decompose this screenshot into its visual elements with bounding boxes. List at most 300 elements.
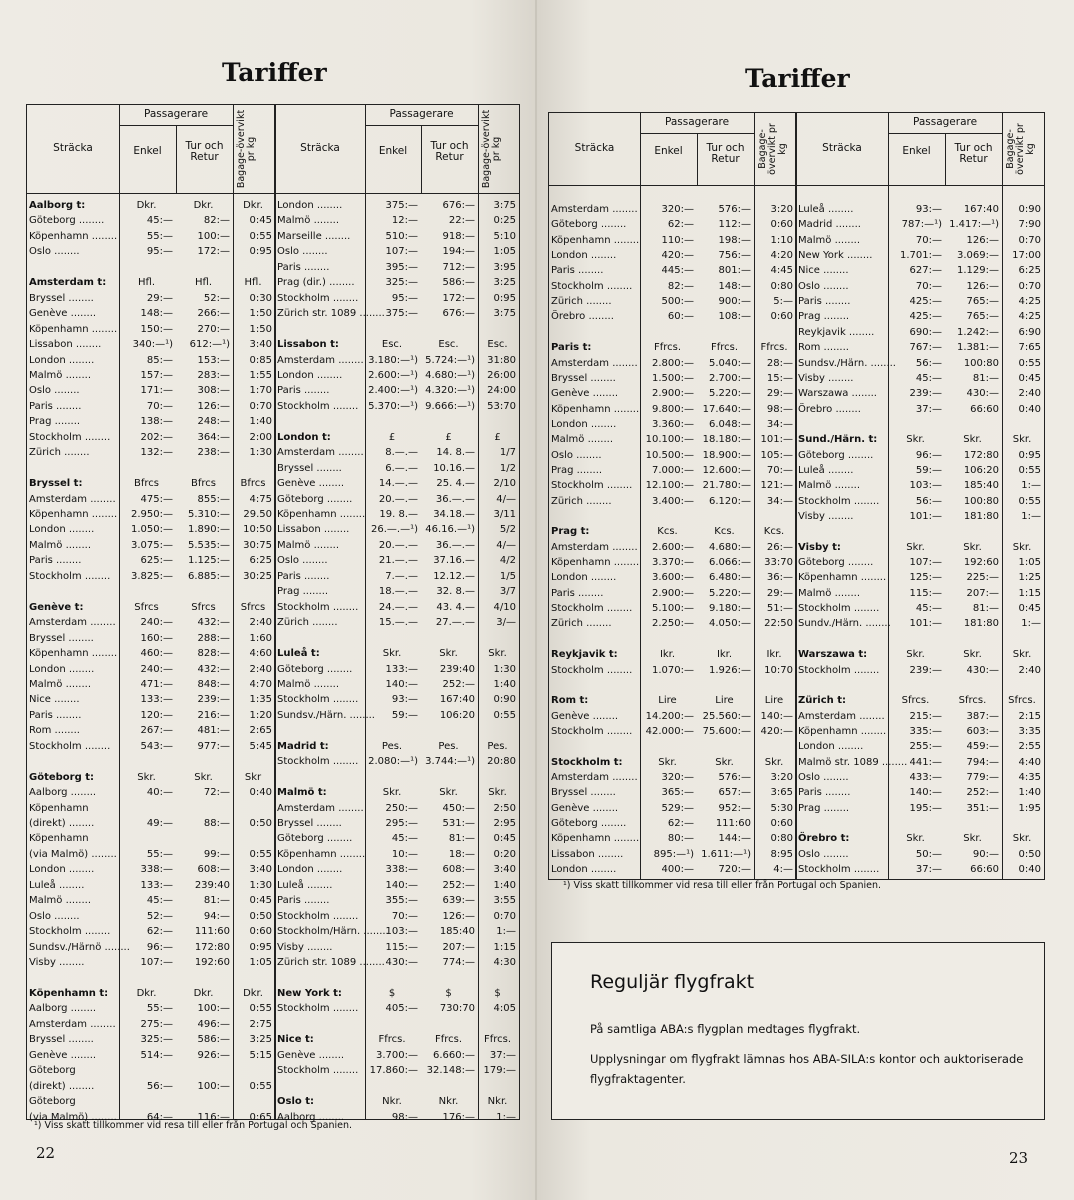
city-cell: (via Malmö) ........ xyxy=(29,848,117,860)
return-fare-cell: 14. 8.— xyxy=(436,447,475,459)
header-passengers: Passagerare xyxy=(143,108,209,120)
baggage-rate-cell: 4/2 xyxy=(499,555,516,567)
single-fare-cell: 133:— xyxy=(385,663,418,675)
single-fare-cell: $ xyxy=(388,987,396,999)
return-fare-cell: 12.600:— xyxy=(702,464,751,476)
city-cell: Luleå ........ xyxy=(277,879,333,891)
return-fare-cell: 238:— xyxy=(197,447,230,459)
return-fare-cell: 1.125:— xyxy=(188,555,230,567)
city-cell: Genève ........ xyxy=(277,1049,345,1061)
header-route: Sträcka xyxy=(574,142,615,154)
return-fare-cell: Pes. xyxy=(438,740,459,752)
single-fare-cell: 14.200:— xyxy=(645,710,694,722)
baggage-rate-cell: 3:55 xyxy=(493,895,516,907)
table-row xyxy=(27,631,275,646)
return-fare-cell: 94:— xyxy=(203,910,230,922)
single-fare-cell: 62:— xyxy=(667,818,694,829)
single-fare-cell: 150:— xyxy=(140,323,173,335)
return-fare-cell: 72:— xyxy=(203,787,230,799)
city-cell: Amsterdam ........ xyxy=(29,1018,116,1030)
city-cell: Aalborg ........ xyxy=(277,1111,345,1123)
city-cell: Amsterdam ........ xyxy=(277,447,364,459)
baggage-rate-cell: Hfl. xyxy=(244,277,262,289)
baggage-rate-cell: 2/10 xyxy=(493,478,516,490)
baggage-rate-cell: 0:40 xyxy=(249,787,272,799)
single-fare-cell: 295:— xyxy=(385,818,418,829)
baggage-rate-cell: 37:— xyxy=(489,1049,516,1061)
city-cell: Zürich str. 1089 ........ xyxy=(277,957,385,969)
single-fare-cell: 20.—.— xyxy=(378,539,418,551)
baggage-rate-cell: 36:— xyxy=(766,572,793,584)
return-fare-cell: Skr. xyxy=(963,833,982,845)
single-fare-cell: 320:— xyxy=(661,771,694,783)
city-cell: Amsterdam ........ xyxy=(277,354,364,366)
header-return: Tur och Retur xyxy=(954,142,993,165)
section-heading-row xyxy=(549,524,796,539)
table-row xyxy=(27,553,275,568)
table-row xyxy=(549,601,796,616)
city-cell: Zürich ........ xyxy=(29,447,90,459)
single-fare-cell: 405:— xyxy=(385,1003,418,1015)
return-fare-cell: 765:— xyxy=(966,311,999,323)
return-fare-cell: 32.148:— xyxy=(426,1065,475,1077)
tariff-table-left-b xyxy=(274,104,520,1123)
baggage-rate-cell: Ffrcs. xyxy=(483,1034,512,1046)
single-fare-cell: 338:— xyxy=(385,864,418,876)
single-fare-cell: 267:— xyxy=(140,725,173,737)
header-return: Tur och Retur xyxy=(185,140,224,163)
baggage-rate-cell: 0:55 xyxy=(249,1080,272,1092)
return-fare-cell: 496:— xyxy=(197,1018,230,1030)
city-cell: Köpenhamn ........ xyxy=(551,833,640,845)
baggage-rate-cell: 10:50 xyxy=(243,524,272,536)
baggage-rate-cell: 7:90 xyxy=(1018,219,1041,231)
return-fare-cell: Skr. xyxy=(963,434,982,446)
city-cell: Bryssel ........ xyxy=(551,787,616,799)
header-single: Enkel xyxy=(654,145,683,157)
city-cell: Oslo ........ xyxy=(29,910,80,922)
table-row xyxy=(796,386,1044,401)
table-row xyxy=(549,432,796,447)
city-cell: Lissabon ........ xyxy=(277,524,350,536)
city-cell: Luleå ........ xyxy=(798,464,854,476)
city-cell: Malmö ........ xyxy=(29,678,92,690)
return-fare-cell: 111:60 xyxy=(715,818,751,829)
return-fare-cell: 6.120:— xyxy=(709,495,751,507)
spacer-row xyxy=(275,770,519,785)
baggage-rate-cell: Skr xyxy=(244,771,262,783)
return-fare-cell: 459:— xyxy=(966,741,999,753)
table-row xyxy=(796,233,1044,248)
city-cell: Köpenhamn ........ xyxy=(798,725,887,737)
baggage-rate-cell: 1:55 xyxy=(249,369,272,381)
baggage-rate-cell: 420:— xyxy=(760,725,793,737)
baggage-rate-cell: 1:40 xyxy=(1018,787,1041,799)
single-fare-cell: Sfrcs xyxy=(134,601,159,613)
return-fare-cell: 6.660:— xyxy=(433,1049,475,1061)
city-cell: Prag t: xyxy=(551,526,590,538)
header-route: Sträcka xyxy=(300,142,340,154)
table-row xyxy=(796,463,1044,478)
spacer-row xyxy=(796,816,1044,831)
city-cell: Warszawa t: xyxy=(798,649,868,661)
table-row xyxy=(27,492,275,507)
table-row xyxy=(27,801,275,816)
baggage-rate-cell: 1:25 xyxy=(1018,572,1041,584)
baggage-rate-cell: 26:00 xyxy=(487,369,516,381)
city-cell: Amsterdam ........ xyxy=(29,617,116,629)
baggage-rate-cell: 24:00 xyxy=(487,385,516,397)
baggage-rate-cell: 1/7 xyxy=(499,447,516,459)
baggage-rate-cell: 179:— xyxy=(483,1065,516,1077)
freight-heading: Reguljär flygfrakt xyxy=(590,971,755,993)
return-fare-cell: 225:— xyxy=(966,572,999,584)
baggage-rate-cell: Ffrcs. xyxy=(760,342,788,354)
city-cell: Köpenhamn ........ xyxy=(29,323,118,335)
city-cell: London ........ xyxy=(29,524,95,536)
section-heading-row xyxy=(27,600,275,615)
table-row xyxy=(275,445,519,460)
freight-paragraph-1: På samtliga ABA:s flygplan medtages flygfrakt. xyxy=(590,1022,861,1036)
baggage-rate-cell: 1:— xyxy=(1021,480,1041,492)
city-cell: (direkt) ........ xyxy=(29,818,95,829)
single-fare-cell: 160:— xyxy=(140,632,173,644)
baggage-rate-cell: 3/— xyxy=(496,617,516,629)
baggage-rate-cell: 5:30 xyxy=(770,802,793,814)
table-row xyxy=(796,478,1044,493)
single-fare-cell: 37:— xyxy=(915,864,942,876)
city-cell: Visby ........ xyxy=(29,957,85,969)
return-fare-cell: 181:80 xyxy=(963,511,999,522)
table-row xyxy=(27,353,275,368)
baggage-rate-cell: 1/5 xyxy=(499,570,516,582)
table-row xyxy=(275,893,519,908)
baggage-rate-cell: 1:40 xyxy=(493,678,516,690)
single-fare-cell: 82:— xyxy=(667,280,694,292)
city-cell: Göteborg ........ xyxy=(29,215,105,227)
return-fare-cell: 639:— xyxy=(442,895,475,907)
baggage-rate-cell: 0:45 xyxy=(249,215,272,227)
baggage-rate-cell: 140:— xyxy=(760,710,793,722)
single-fare-cell: Skr. xyxy=(382,648,402,660)
section-heading-row xyxy=(796,647,1044,662)
table-row xyxy=(27,291,275,306)
baggage-rate-cell: 20:80 xyxy=(487,756,516,768)
city-cell: Paris ........ xyxy=(551,587,604,599)
baggage-rate-cell: 1:10 xyxy=(770,234,793,246)
return-fare-cell: 430:— xyxy=(966,388,999,400)
baggage-rate-cell: 121:— xyxy=(760,480,793,492)
single-fare-cell: 95:— xyxy=(146,246,173,258)
baggage-rate-cell: 1:30 xyxy=(493,663,516,675)
single-fare-cell: 50:— xyxy=(915,848,942,860)
baggage-rate-cell: 34:— xyxy=(766,418,793,430)
baggage-rate-cell: 0:30 xyxy=(249,292,272,304)
table-row xyxy=(275,862,519,877)
single-fare-cell: 425:— xyxy=(909,296,942,308)
city-cell: London ........ xyxy=(551,250,617,262)
single-fare-cell: 56:— xyxy=(915,495,942,507)
single-fare-cell: 14.—.— xyxy=(378,478,418,490)
return-fare-cell: 148:— xyxy=(718,280,751,292)
baggage-rate-cell: Skr. xyxy=(1012,649,1032,661)
return-fare-cell: Skr. xyxy=(439,787,458,799)
page-title: Tariffer xyxy=(222,58,327,87)
table-row xyxy=(549,294,796,309)
city-cell: Stockholm ........ xyxy=(798,864,880,876)
single-fare-cell: Skr. xyxy=(658,756,677,768)
city-cell: Paris ........ xyxy=(798,787,851,799)
table-row xyxy=(27,1094,275,1109)
table-row xyxy=(549,356,796,371)
return-fare-cell: 126:— xyxy=(966,234,999,246)
table-row xyxy=(275,584,519,599)
baggage-rate-cell: 1:30 xyxy=(249,879,272,891)
table-row xyxy=(796,770,1044,785)
single-fare-cell: 441:— xyxy=(909,756,942,768)
return-fare-cell: 43. 4.— xyxy=(436,601,475,613)
table-row xyxy=(275,569,519,584)
city-cell: Göteborg xyxy=(29,1065,76,1077)
city-cell: Stockholm ........ xyxy=(551,603,633,615)
single-fare-cell: 7.—.— xyxy=(385,570,418,582)
header-single: Enkel xyxy=(378,145,408,157)
return-fare-cell: 81:— xyxy=(972,603,999,615)
city-cell: Bryssel ........ xyxy=(29,632,94,644)
section-heading-row xyxy=(27,770,275,785)
return-fare-cell: 100:80 xyxy=(963,357,999,369)
baggage-rate-cell: 3:35 xyxy=(1018,725,1041,737)
spacer-row xyxy=(27,754,275,769)
single-fare-cell: 8.—.— xyxy=(385,447,418,459)
table-row xyxy=(275,909,519,924)
single-fare-cell: Pes. xyxy=(381,740,403,752)
city-cell: Stockholm ........ xyxy=(798,664,880,676)
city-cell: Prag ........ xyxy=(29,416,81,428)
baggage-rate-cell: Kcs. xyxy=(763,526,785,538)
return-fare-cell: 181:80 xyxy=(963,618,999,630)
return-fare-cell: 37.16.— xyxy=(433,555,475,567)
baggage-rate-cell: 4:05 xyxy=(493,1003,516,1015)
city-cell: Lissabon t: xyxy=(277,339,339,351)
table-row xyxy=(27,445,275,460)
return-fare-cell: 270:— xyxy=(197,323,230,335)
return-fare-cell: 432:— xyxy=(197,663,230,675)
single-fare-cell: 2.900:— xyxy=(652,587,694,599)
single-fare-cell: Esc. xyxy=(381,339,403,351)
city-cell: Göteborg ........ xyxy=(551,818,627,829)
table-row xyxy=(796,570,1044,585)
single-fare-cell: 42.000:— xyxy=(645,725,694,737)
freight-info-box xyxy=(551,942,1045,1120)
single-fare-cell: 400:— xyxy=(661,864,694,876)
city-cell: Amsterdam ........ xyxy=(29,493,116,505)
single-fare-cell: 433:— xyxy=(909,771,942,783)
table-row xyxy=(27,538,275,553)
table-row xyxy=(275,924,519,939)
city-cell: Sundsv./Härn. ........ xyxy=(798,357,896,369)
single-fare-cell: Nkr. xyxy=(382,1096,402,1108)
single-fare-cell: 240:— xyxy=(140,617,173,629)
return-fare-cell: 794:— xyxy=(966,756,999,768)
table-row xyxy=(275,615,519,630)
city-cell: London ........ xyxy=(29,354,95,366)
single-fare-cell: 59:— xyxy=(391,709,418,721)
table-row xyxy=(275,662,519,677)
single-fare-cell: 335:— xyxy=(909,725,942,737)
baggage-rate-cell: 2:00 xyxy=(249,431,272,443)
baggage-rate-cell: 3:75 xyxy=(493,308,516,320)
section-heading-row xyxy=(27,986,275,1001)
table-row xyxy=(27,785,275,800)
city-cell: Nice t: xyxy=(277,1034,314,1046)
baggage-rate-cell: Skr. xyxy=(488,648,507,660)
table-row xyxy=(796,847,1044,862)
city-cell: Köpenhamn ........ xyxy=(551,557,640,569)
baggage-rate-cell: 3:20 xyxy=(770,204,793,215)
single-fare-cell: 3.180:—¹) xyxy=(368,354,418,366)
city-cell: Stockholm ........ xyxy=(29,740,111,752)
return-fare-cell: Ffrcs. xyxy=(710,342,739,354)
table-row xyxy=(27,1063,275,1078)
table-row xyxy=(275,708,519,723)
header-route: Sträcka xyxy=(822,142,862,154)
city-cell: Rom ........ xyxy=(29,725,80,737)
city-cell: Aalborg t: xyxy=(29,200,86,211)
section-heading-row xyxy=(275,1032,519,1047)
city-cell: Amsterdam ........ xyxy=(551,357,638,369)
single-fare-cell: 171:— xyxy=(140,385,173,397)
baggage-rate-cell: 1:05 xyxy=(249,957,272,969)
single-fare-cell: 2.250:— xyxy=(652,618,694,630)
column-rule xyxy=(945,133,946,185)
header-baggage: Bagage-övervikt pr kg xyxy=(757,123,788,175)
single-fare-cell: 3.370:— xyxy=(652,557,694,569)
return-fare-cell: 25.560:— xyxy=(702,710,751,722)
return-fare-cell: Skr. xyxy=(194,771,213,783)
baggage-rate-cell: 0:20 xyxy=(493,848,516,860)
city-cell: London ........ xyxy=(798,741,864,753)
return-fare-cell: 90:— xyxy=(972,848,999,860)
table-row xyxy=(549,586,796,601)
city-cell: Genève ........ xyxy=(551,802,619,814)
city-cell: Paris ........ xyxy=(277,895,330,907)
return-fare-cell: 1.417:—¹) xyxy=(949,219,999,231)
city-cell: Stockholm ........ xyxy=(277,910,359,922)
city-cell: Köpenhamn xyxy=(29,833,89,845)
return-fare-cell: 779:— xyxy=(966,771,999,783)
single-fare-cell: 103:— xyxy=(385,926,418,938)
city-cell: Visby ........ xyxy=(277,941,333,953)
table-row xyxy=(275,260,519,275)
city-cell: Genève ........ xyxy=(277,478,345,490)
single-fare-cell: 3.600:— xyxy=(652,572,694,584)
single-fare-cell: 93:— xyxy=(915,204,942,215)
single-fare-cell: 80:— xyxy=(667,833,694,845)
baggage-rate-cell: 0:70 xyxy=(249,400,272,412)
baggage-rate-cell: 28:— xyxy=(766,357,793,369)
city-cell: Amsterdam ........ xyxy=(551,541,638,553)
city-cell: Stockholm ........ xyxy=(277,694,359,706)
city-cell: London ........ xyxy=(29,663,95,675)
city-cell: New York ........ xyxy=(798,250,873,262)
header-return: Tur och Retur xyxy=(430,140,469,163)
baggage-rate-cell: 29:— xyxy=(766,388,793,400)
return-fare-cell: 5.040:— xyxy=(709,357,751,369)
baggage-rate-cell: 1:35 xyxy=(249,694,272,706)
return-fare-cell: 88:— xyxy=(203,818,230,829)
baggage-rate-cell: 1:— xyxy=(496,1111,516,1123)
spacer-row xyxy=(796,632,1044,647)
column-rule xyxy=(697,133,698,185)
city-cell: Nice ........ xyxy=(29,694,80,706)
baggage-rate-cell: 4:35 xyxy=(1018,771,1041,783)
city-cell: Göteborg ........ xyxy=(551,219,627,231)
city-cell: Köpenhamn ........ xyxy=(551,403,640,415)
return-fare-cell: 4.050:— xyxy=(709,618,751,630)
return-fare-cell: 12.12.— xyxy=(433,570,475,582)
city-cell: Stockholm ........ xyxy=(277,756,359,768)
return-fare-cell: Dkr. xyxy=(193,200,214,211)
single-fare-cell: 355:— xyxy=(385,895,418,907)
table-row xyxy=(27,677,275,692)
city-cell: Stockholm ........ xyxy=(29,926,111,938)
return-fare-cell: 252:— xyxy=(442,678,475,690)
table-row xyxy=(27,306,275,321)
return-fare-cell: 21.780:— xyxy=(702,480,751,492)
single-fare-cell: Skr. xyxy=(906,541,925,553)
table-row xyxy=(27,646,275,661)
section-heading-row xyxy=(549,340,796,355)
return-fare-cell: 248:— xyxy=(197,416,230,428)
city-cell: London ........ xyxy=(277,369,343,381)
return-fare-cell: 22:— xyxy=(448,215,475,227)
baggage-rate-cell: 7:65 xyxy=(1018,342,1041,354)
header-single: Enkel xyxy=(902,145,931,157)
baggage-rate-cell: Dkr. xyxy=(243,200,263,211)
baggage-rate-cell: 1/2 xyxy=(499,462,516,474)
table-row xyxy=(549,386,796,401)
city-cell: Stockholm ........ xyxy=(798,495,880,507)
city-cell: Genève ........ xyxy=(551,388,619,400)
city-cell: Genève t: xyxy=(29,601,84,613)
single-fare-cell: 24.—.— xyxy=(378,601,418,613)
return-fare-cell: 6.885:— xyxy=(188,570,230,582)
baggage-rate-cell: 0:50 xyxy=(249,910,272,922)
city-cell: Göteborg t: xyxy=(29,771,95,783)
city-cell: Visby ........ xyxy=(798,372,854,384)
baggage-rate-cell: 1:— xyxy=(1021,618,1041,630)
single-fare-cell: 240:— xyxy=(140,663,173,675)
right-page xyxy=(537,0,1074,1200)
single-fare-cell: 425:— xyxy=(909,311,942,323)
header-passengers: Passagerare xyxy=(664,116,730,128)
return-fare-cell: 108:— xyxy=(718,311,751,323)
city-cell: London ........ xyxy=(551,418,617,430)
single-fare-cell: 460:— xyxy=(140,648,173,660)
baggage-rate-cell: 1:50 xyxy=(249,308,272,320)
return-fare-cell: 194:— xyxy=(442,246,475,258)
return-fare-cell: 4.320:—¹) xyxy=(425,385,475,397)
city-cell: Prag ........ xyxy=(551,464,603,476)
single-fare-cell: 10.100:— xyxy=(645,434,694,446)
city-cell: Köpenhamn ........ xyxy=(551,234,640,246)
table-row xyxy=(27,878,275,893)
column-rule xyxy=(176,125,177,193)
single-fare-cell: 125:— xyxy=(909,572,942,584)
return-fare-cell: 283:— xyxy=(197,369,230,381)
return-fare-cell: 5.220:— xyxy=(709,388,751,400)
